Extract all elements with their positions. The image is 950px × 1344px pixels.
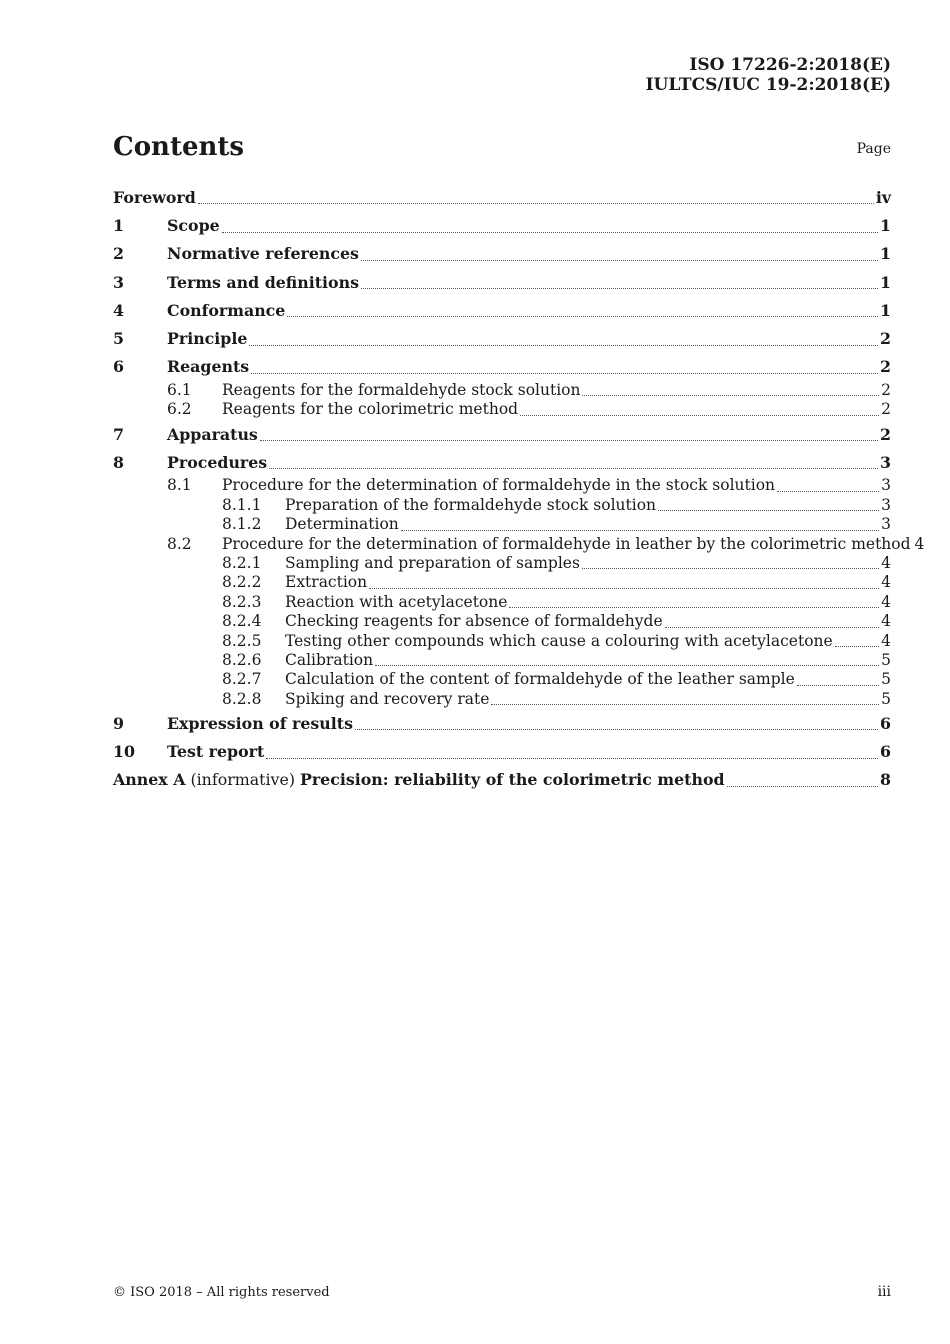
toc-entry-terms-and-definitions[interactable] [113,268,891,296]
toc-entry-number: 8.2 [167,534,192,553]
dot-leader [509,607,879,608]
toc-entry-number: 8.2.8 [222,689,262,708]
toc-entry-page: 2 [880,329,891,349]
table-of-contents [113,183,925,794]
toc-entry-label: Testing other compounds which cause a colouring with acetylacetone [285,631,833,650]
dot-leader [287,316,878,317]
toc-entry-number: 2 [113,244,124,264]
toc-entry-8-2-2[interactable] [113,573,891,592]
toc-entry-label: Expression of results [167,713,353,733]
toc-entry-number: 8.1 [167,476,192,495]
toc-entry-page: 2 [880,357,891,377]
toc-entry-scope[interactable] [113,211,891,239]
dot-leader [361,260,878,261]
toc-entry-number: 8.2.7 [222,670,262,689]
toc-entry-page: 2 [881,400,891,419]
toc-entry-page: 5 [881,670,891,689]
toc-entry-label: Conformance [167,300,286,320]
toc-entry-page: 3 [881,495,891,514]
toc-entry-page: 4 [881,573,891,592]
dot-leader [249,345,878,346]
dot-leader [251,373,878,374]
toc-entry-foreword[interactable] [113,183,891,211]
toc-entry-8-1-1[interactable] [113,496,891,515]
dot-leader [369,588,879,589]
toc-entry-page: 2 [880,424,891,444]
toc-entry-8-2-7[interactable] [113,670,891,689]
dot-leader [260,440,878,441]
toc-entry-conformance[interactable] [113,296,891,324]
dot-leader [727,786,878,787]
toc-entry-6-2[interactable] [113,400,891,419]
toc-entry-6-1[interactable] [113,381,891,400]
page-number: iii [877,1284,891,1300]
toc-entry-8-2-5[interactable] [113,632,891,651]
dot-leader [582,568,879,569]
dot-leader [375,665,879,666]
toc-entry-number: 9 [113,713,124,733]
toc-entry-number: 8.2.3 [222,592,262,611]
toc-entry-number: 6.1 [167,381,192,400]
toc-entry-test-report[interactable] [113,737,891,765]
toc-entry-label: Reaction with acetylacetone [285,592,508,611]
toc-entry-page: 4 [881,592,891,611]
dot-leader [401,530,879,531]
toc-entry-page: iv [875,187,891,207]
toc-entry-reagents[interactable] [113,353,891,381]
toc-entry-page: 3 [881,476,891,495]
toc-entry-label: Spiking and recovery rate [285,689,490,708]
toc-entry-8-1[interactable] [113,476,891,495]
toc-entry-page: 1 [880,215,891,235]
toc-entry-annex-a[interactable] [113,766,891,794]
toc-entry-page: 5 [881,650,891,669]
page-title: Contents [113,132,245,162]
toc-entry-number: 6 [113,357,124,377]
toc-entry-8-2[interactable] [113,534,925,554]
toc-entry-number: 8.2.6 [222,650,262,669]
toc-entry-page: 3 [880,452,891,472]
dot-leader [835,646,879,647]
toc-entry-number: 10 [113,742,135,762]
toc-entry-label: Foreword [113,187,196,207]
toc-entry-8-2-6[interactable] [113,651,891,670]
toc-entry-page: 4 [881,554,891,573]
dot-leader [520,415,879,416]
toc-entry-page: 4 [881,631,891,650]
toc-entry-label: Procedure for the determination of formaldehyde in the stock solution [222,476,776,495]
toc-entry-label: Apparatus [167,424,258,444]
toc-entry-number: 8.2.2 [222,573,262,592]
annex-note: (informative) [190,770,295,790]
toc-entry-number: 3 [113,272,124,292]
toc-entry-label: Test report [167,742,265,762]
dot-leader [582,395,879,396]
toc-entry-page: 3 [881,515,891,534]
toc-entry-label: Extraction [285,573,368,592]
toc-entry-label: Terms and definitions [167,272,359,292]
toc-entry-label: Preparation of the formaldehyde stock solution [285,495,657,514]
dot-leader [658,510,879,511]
toc-entry-8-2-1[interactable] [113,554,891,573]
toc-entry-number: 8 [113,452,124,472]
toc-entry-label: Principle [167,329,248,349]
toc-entry-number: 8.1.2 [222,515,262,534]
annex-label: Precision: reliability of the colorimetric method [299,770,725,790]
toc-entry-8-2-4[interactable] [113,612,891,631]
toc-entry-number: 7 [113,424,124,444]
toc-entry-number: 8.2.5 [222,631,262,650]
toc-entry-number: 5 [113,329,124,349]
toc-entry-number: 8.2.4 [222,612,262,631]
standard-number: ISO 17226-2:2018(E) [689,55,891,75]
toc-entry-page: 1 [880,272,891,292]
annex-prefix: Annex A [113,770,186,790]
toc-entry-page: 6 [880,742,891,762]
toc-entry-label: Sampling and preparation of samples [285,554,580,573]
toc-entry-label: Reagents for the formaldehyde stock solution [222,381,581,400]
document-header [646,55,891,95]
toc-entry-label: Calculation of the content of formaldehyde of the leather sample [285,670,795,689]
dot-leader [491,704,879,705]
toc-entry-number: 6.2 [167,400,192,419]
toc-entry-label: Procedures [167,452,268,472]
dot-leader [269,468,878,469]
toc-entry-procedures[interactable] [113,448,891,476]
dot-leader [266,758,878,759]
copyright-notice: © ISO 2018 – All rights reserved [113,1285,330,1300]
toc-entry-page: 5 [881,689,891,708]
page-column-label: Page [856,141,891,157]
toc-entry-number: 4 [113,300,124,320]
dot-leader [777,491,879,492]
toc-entry-label: Reagents [167,357,250,377]
toc-entry-number: 1 [113,215,124,235]
toc-entry-label: Procedure for the determination of formaldehyde in leather by the colorimetric method [222,534,911,553]
toc-entry-number: 8.2.1 [222,554,262,573]
iultcs-number: IULTCS/IUC 19-2:2018(E) [645,75,891,95]
dot-leader [361,288,878,289]
toc-entry-page: 2 [881,381,891,400]
toc-entry-apparatus[interactable] [113,420,891,448]
toc-entry-page: 1 [880,244,891,264]
dot-leader [198,203,874,204]
toc-entry-page: 4 [881,612,891,631]
toc-entry-page: 1 [880,300,891,320]
toc-entry-expression-of-results[interactable] [113,709,891,737]
toc-entry-8-1-2[interactable] [113,515,891,534]
toc-entry-label: Calibration [285,650,374,669]
toc-entry-number: 8.1.1 [222,495,262,514]
toc-entry-label: Reagents for the colorimetric method [222,400,519,419]
dot-leader [665,627,879,628]
toc-entry-label: Scope [167,215,220,235]
dot-leader [355,729,878,730]
toc-entry-page: 6 [880,713,891,733]
toc-entry-8-2-3[interactable] [113,593,891,612]
toc-entry-8-2-8[interactable] [113,690,891,709]
toc-entry-label: Checking reagents for absence of formaldehyde [285,612,663,631]
dot-leader [797,685,879,686]
toc-entry-label: Determination [285,515,399,534]
toc-entry-label: Normative references [167,244,359,264]
toc-entry-page: 4 [914,534,925,553]
toc-entry-principle[interactable] [113,324,891,352]
dot-leader [222,232,878,233]
toc-entry-normative-references[interactable] [113,240,891,268]
toc-entry-page: 8 [880,770,891,790]
